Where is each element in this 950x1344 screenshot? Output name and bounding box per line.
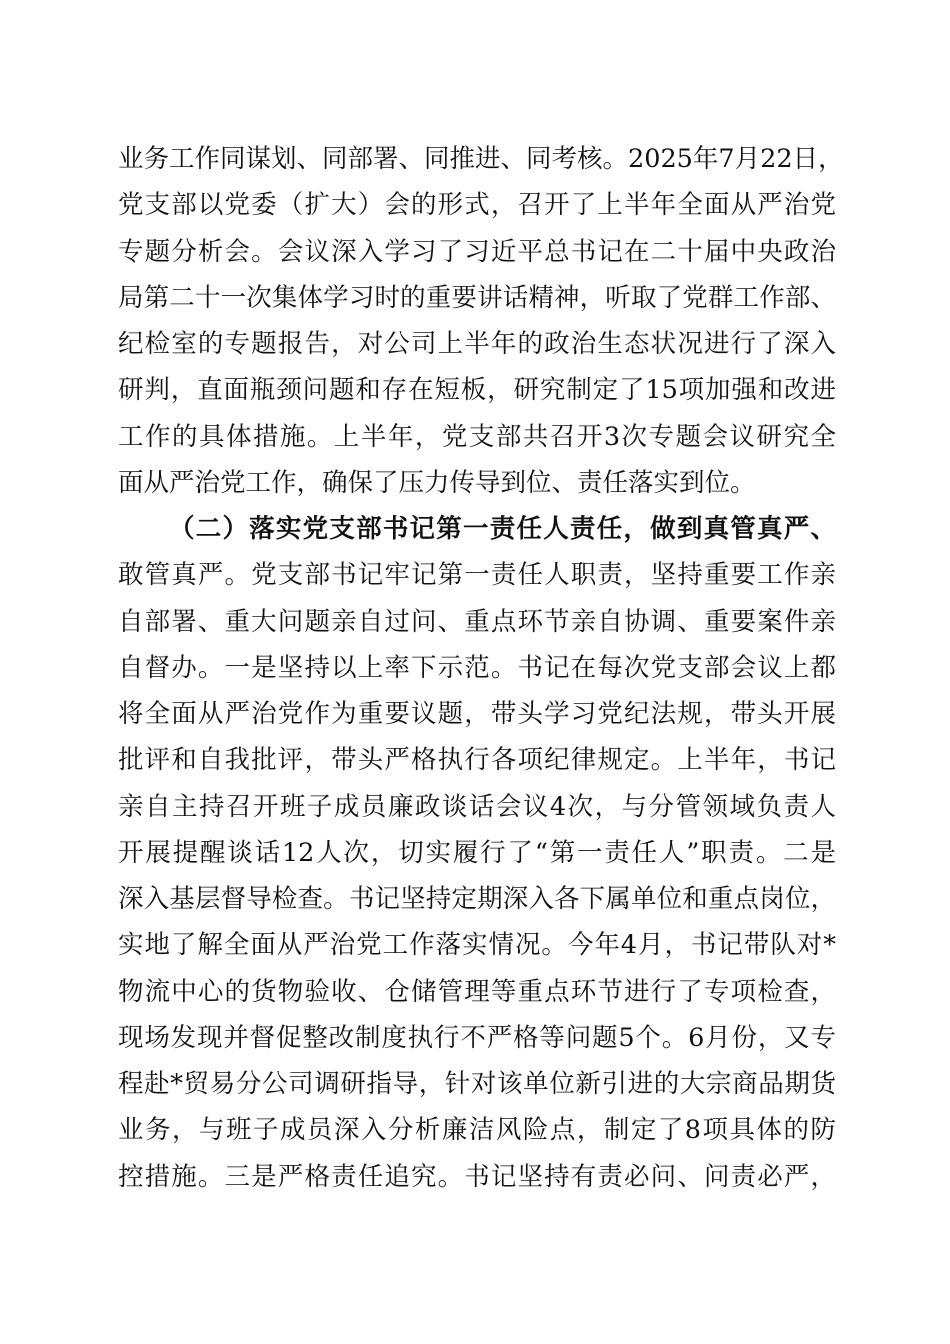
text-line: 研判，直面瓶颈问题和存在短板，研究制定了15项加强和改进: [118, 375, 836, 406]
text-line: 亲自主持召开班子成员廉政谈话会议4次，与分管领域负责人: [118, 791, 836, 822]
text-line: 敢管真严。党支部书记牢记第一责任人职责，坚持重要工作亲: [118, 560, 836, 591]
text-line: 深入基层督导检查。书记坚持定期深入各下属单位和重点岗位，: [118, 884, 836, 914]
text-line: 批评和自我批评，带头严格执行各项纪律规定。上半年，书记: [118, 745, 836, 776]
text-line: 自督办。一是坚持以上率下示范。书记在每次党支部会议上都: [118, 652, 836, 683]
document-body: [118, 136, 844, 1200]
text-line: 控措施。三是严格责任追究。书记坚持有责必问、问责必严，: [118, 1161, 836, 1192]
text-line: 现场发现并督促整改制度执行不严格等问题5个。6月份，又专: [118, 1022, 836, 1053]
text-line: 实地了解全面从严治党工作落实情况。今年4月，书记带队对*: [118, 930, 836, 961]
text-line: 党支部以党委（扩大）会的形式，召开了上半年全面从严治党: [118, 190, 836, 221]
text-line: 将全面从严治党作为重要议题，带头学习党纪法规，带头开展: [118, 699, 836, 729]
text-line: 纪检室的专题报告，对公司上半年的政治生态状况进行了深入: [118, 329, 836, 359]
text-line: 业务工作同谋划、同部署、同推进、同考核。2025年7月22日，: [118, 144, 844, 174]
text-line: 工作的具体措施。上半年，党支部共召开3次专题会议研究全: [118, 421, 836, 452]
text-line: 自部署、重大问题亲自过问、重点环节亲自协调、重要案件亲: [118, 606, 836, 637]
text-line: 业务，与班子成员深入分析廉洁风险点，制定了8项具体的防: [118, 1115, 836, 1146]
text-line: 面从严治党工作，确保了压力传导到位、责任落实到位。: [118, 467, 756, 498]
text-line: 程赴*贸易分公司调研指导，针对该单位新引进的大宗商品期货: [118, 1069, 836, 1099]
section-heading-line: （二）落实党支部书记第一责任人责任，做到真管真严、: [169, 514, 836, 544]
text-line: 局第二十一次集体学习时的重要讲话精神，听取了党群工作部、: [118, 282, 836, 313]
text-line: 物流中心的货物验收、仓储管理等重点环节进行了专项检查，: [118, 976, 836, 1007]
text-line: 专题分析会。会议深入学习了习近平总书记在二十届中央政治: [118, 236, 836, 267]
text-line: 开展提醒谈话12人次，切实履行了“第一责任人”职责。二是: [118, 837, 836, 868]
